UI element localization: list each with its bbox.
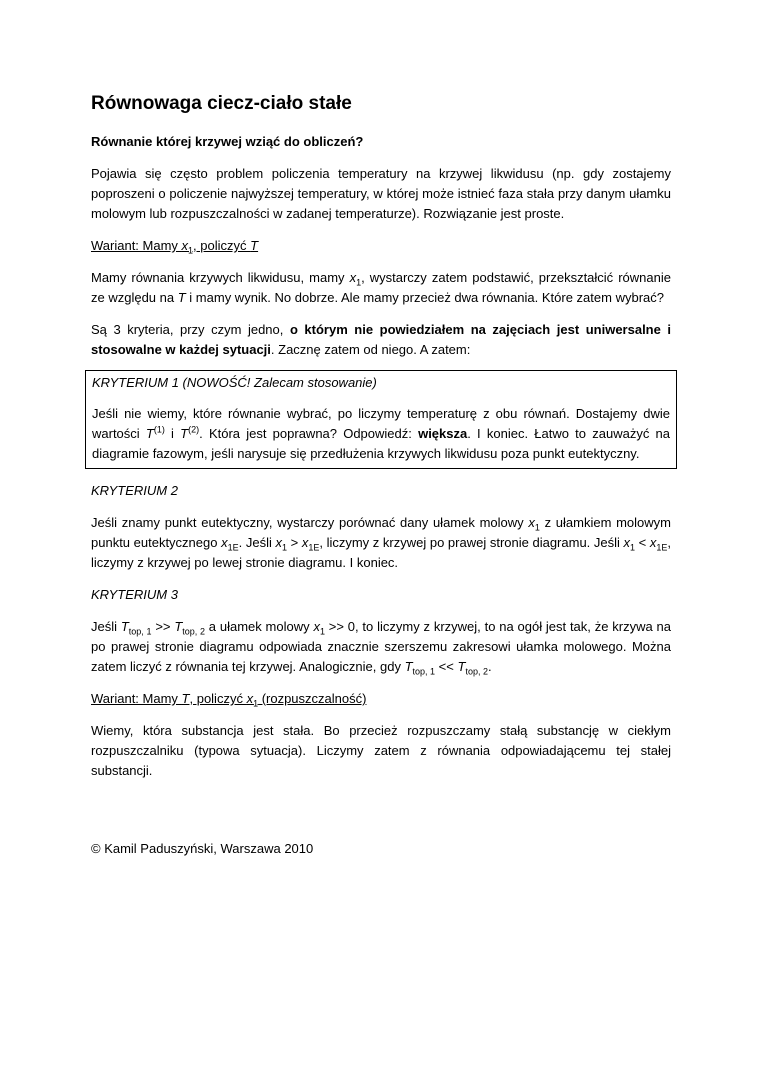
variant-1-heading: Wariant: Mamy $x_1$, policzyć T xyxy=(91,238,259,256)
paragraph-liquidus: Mamy równania krzywych likwidusu, mamy $x_1$, wystarczy zatem podstawić, przekształcić równanie ze względu na T i mamy wynik. No dobrze. Ale mamy przecież dwa równania. Które zatem wybrać? xyxy=(91,270,671,305)
paragraph-criteria: Są 3 kryteria, przy czym jedno, o którym nie powiedziałem na zajęciach jest uniwersalne i stosowalne w każdej sytuacji. Zacznę zatem od niego. A zatem: xyxy=(91,322,672,357)
criterion-2-title: KRYTERIUM 2 xyxy=(91,483,178,498)
paragraph-solubility: Wiemy, która substancja jest stała. Bo przecież rozpuszczamy stałą substancję w ciekłym rozpuszczalniku (typowa sytuacja). Liczymy zatem z równania odpowiadającemu tej stałej substancji. xyxy=(91,723,671,778)
criterion-3-title: KRYTERIUM 3 xyxy=(91,587,178,602)
criterion-1-box xyxy=(85,370,677,469)
criterion-1-title: KRYTERIUM 1 (NOWOŚĆ! Zalecam stosowanie) xyxy=(92,375,377,390)
page-title: Równowaga ciecz-ciało stałe xyxy=(91,93,352,114)
criterion-3-text: Jeśli $T_{top, 1} >> T_{top, 2}$ a ułamek molowy $x_1 >> 0$, to liczymy z krzywej, to na ogół jest tak, że krzywa na po prawej stronie diagramu odpowiada znacznie szerszemu zakresowi ułamka molowego. Można zatem liczyć z równania tej krzywej. Analogicznie, gdy $T_{top, 1} << T_{top, 2}$. xyxy=(91,619,671,677)
variant-2-heading: Wariant: Mamy T, policzyć $x_1$ (rozpuszczalność) xyxy=(91,691,367,709)
intro-paragraph: Pojawia się często problem policzenia temperatury na krzywej likwidusu (np. gdy zostajemy poproszeni o policzenie najwyższej temperatury, w której może istnieć faza stała przy danym ułamku molowym lub rozpuszczalności w zadanej temperaturze). Rozwiązanie jest proste. xyxy=(91,166,671,221)
document-page xyxy=(91,92,671,781)
copyright-footer: © Kamil Paduszyński, Warszawa 2010 xyxy=(91,841,314,856)
criterion-1-text: Jeśli nie wiemy, które równanie wybrać, po liczymy temperaturę z obu równań. Dostajemy dwie wartości $T^{(1)}$ i $T^{(2)}$. Która jest poprawna? Odpowiedź: większa. I koniec. Łatwo to zauważyć na diagramie fazowym, jeśli narysuje się przedłużenia krzywych likwidusu poza punkt eutektyczny. xyxy=(92,406,670,461)
criterion-2-text: Jeśli znamy punkt eutektyczny, wystarczy porównać dany ułamek molowy $x_1$ z ułamkiem molowym punktu eutektycznego $x_{1E}$. Jeśli $x_1 > x_{1E}$, liczymy z krzywej po prawej stronie diagramu. Jeśli $x_1 < x_{1E}$, liczymy z krzywej po lewej stronie diagramu. I koniec. xyxy=(91,515,672,570)
section-subtitle: Równanie której krzywej wziąć do obliczeń? xyxy=(91,134,364,149)
